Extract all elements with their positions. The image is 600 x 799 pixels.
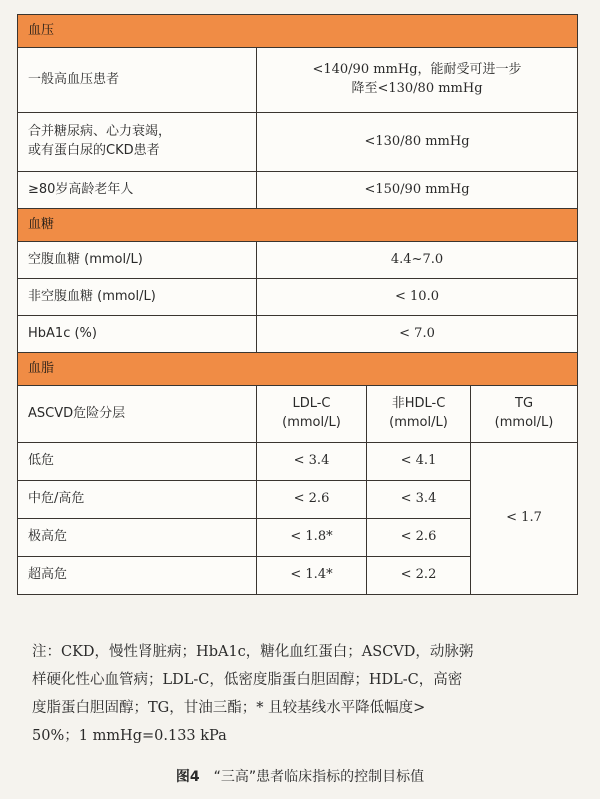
risk-level: 极高危: [18, 519, 257, 557]
table-row: [18, 48, 578, 113]
glucose-row-label: 非空腹血糖 (mmol/L): [18, 279, 257, 316]
header-line: TG: [515, 396, 534, 412]
section-title-blood-glucose: 血糖: [18, 209, 578, 242]
bp-row-label: ≥80岁高龄老年人: [18, 172, 257, 209]
nonhdl-value: < 2.6: [367, 519, 471, 557]
header-line: (mmol/L): [389, 415, 448, 430]
nonhdl-value: < 2.2: [367, 557, 471, 595]
figure-caption: [0, 766, 600, 786]
footnote-line: 50%；1 mmHg=0.133 kPa: [32, 728, 227, 744]
glucose-row-value: 4.4~7.0: [257, 242, 578, 279]
table-row: [18, 316, 578, 353]
ldl-value: < 3.4: [257, 443, 367, 481]
footnote-line: 度脂蛋白胆固醇；TG，甘油三酯；* 且较基线水平降低幅度>: [32, 700, 426, 716]
table-row: [18, 113, 578, 172]
lipids-header-row: [18, 386, 578, 443]
column-header-nonhdl: [367, 386, 471, 443]
footnote-line: 样硬化性心血管病；LDL-C，低密度脂蛋白胆固醇；HDL-C，高密: [32, 672, 463, 688]
risk-level: 低危: [18, 443, 257, 481]
glucose-row-value: < 7.0: [257, 316, 578, 353]
ldl-value: < 1.8*: [257, 519, 367, 557]
bp-value-line: 降至<130/80 mmHg: [351, 81, 483, 96]
bp-label-line: 合并糖尿病、心力衰竭，: [28, 124, 172, 140]
column-header-risk: ASCVD危险分层: [18, 386, 257, 443]
column-header-tg: [471, 386, 578, 443]
bp-row-value: <150/90 mmHg: [257, 172, 578, 209]
header-line: (mmol/L): [282, 415, 341, 430]
bp-row-value: <130/80 mmHg: [257, 113, 578, 172]
targets-table: [17, 14, 578, 595]
glucose-row-value: < 10.0: [257, 279, 578, 316]
nonhdl-value: < 3.4: [367, 481, 471, 519]
bp-label-line: 或有蛋白尿的CKD患者: [28, 143, 160, 158]
bp-row-label: 一般高血压患者: [18, 48, 257, 113]
section-row-blood-glucose: [18, 209, 578, 242]
table-row: [18, 279, 578, 316]
section-row-blood-lipids: [18, 353, 578, 386]
figure-number: 图4: [175, 769, 200, 785]
ldl-value: < 2.6: [257, 481, 367, 519]
glucose-row-label: 空腹血糖 (mmol/L): [18, 242, 257, 279]
table-row: [18, 443, 578, 481]
header-line: LDL-C: [292, 396, 331, 412]
table-row: [18, 172, 578, 209]
header-line: (mmol/L): [494, 415, 554, 430]
footnote-line: 注：CKD，慢性肾脏病；HbA1c，糖化血红蛋白；ASCVD，动脉粥: [32, 644, 474, 660]
targets-table-wrapper: [17, 14, 577, 595]
table-row: [18, 242, 578, 279]
glucose-row-label: HbA1c (%): [18, 316, 257, 353]
nonhdl-value: < 4.1: [367, 443, 471, 481]
bp-value-line: <140/90 mmHg，能耐受可进一步: [312, 62, 522, 78]
table-footnote: [32, 638, 572, 750]
bp-row-label: [18, 113, 257, 172]
risk-level: 超高危: [18, 557, 257, 595]
risk-level: 中危/高危: [18, 481, 257, 519]
header-line: 非HDL-C: [391, 396, 446, 412]
section-row-blood-pressure: [18, 15, 578, 48]
bp-row-value: [257, 48, 578, 113]
figure-caption-text: “三高”患者临床指标的控制目标值: [213, 769, 425, 785]
ldl-value: < 1.4*: [257, 557, 367, 595]
section-title-blood-pressure: 血压: [18, 15, 578, 48]
column-header-ldl: [257, 386, 367, 443]
section-title-blood-lipids: 血脂: [18, 353, 578, 386]
tg-value: < 1.7: [471, 443, 578, 595]
